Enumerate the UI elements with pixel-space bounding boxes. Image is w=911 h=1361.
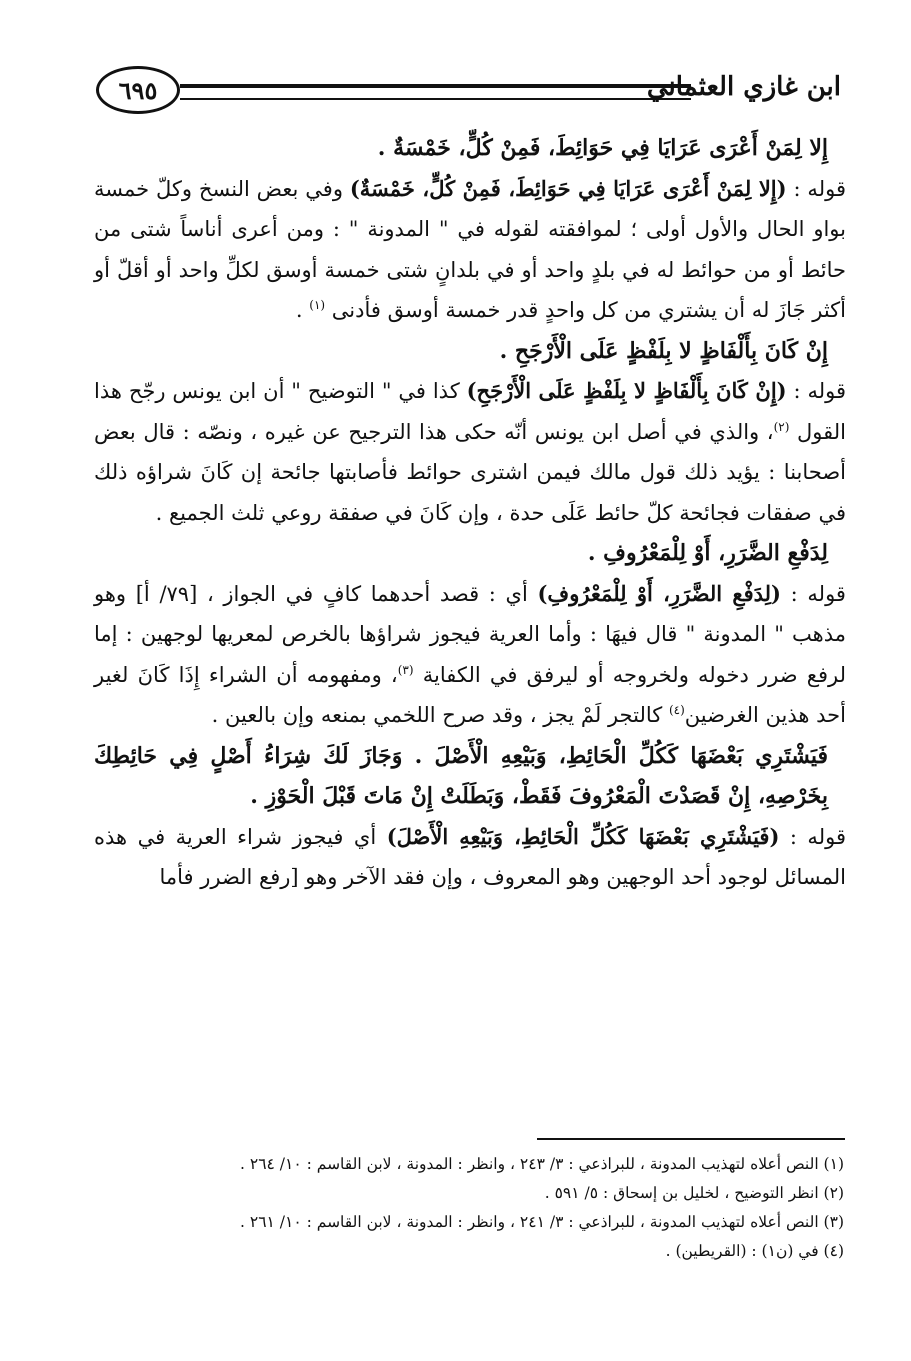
commentary-text: كذا في " التوضيح " أن ابن يونس رجّح هذا القول (94, 379, 846, 444)
commentary-quote: (لِدَفْعِ الضَّرَرِ، أَوْ لِلْمَعْرُوفِ) (537, 580, 781, 606)
page-header (96, 62, 841, 122)
footnote: (٢) انظر التوضيح ، لخليل بن إسحاق : ٥/ ٥٩١ . (544, 1184, 844, 1202)
commentary-quote: (إِنْ كَانَ بِأَلْفَاظٍ لا بِلَفْظٍ عَلَى الْأَرْجَحِ) (466, 378, 787, 403)
commentary-lead: قوله : (780, 581, 846, 606)
header-rule (180, 84, 691, 100)
footnote-ref: (١) (309, 298, 326, 312)
commentary-paragraph (94, 169, 846, 331)
footnote-ref: (٤) (668, 703, 685, 717)
commentary-paragraph (94, 817, 846, 898)
footnote: (٤) في (ن١) : (القريطين) . (665, 1242, 844, 1260)
matn-text: إِنْ كَانَ بِأَلْفَاظٍ لا بِلَفْظٍ عَلَى الْأَرْجَحِ . (499, 337, 828, 364)
footnote: (١) النص أعلاه لتهذيب المدونة ، للبراذعي : ٣/ ٢٤٣ ، وانظر : المدونة ، لابن القاسم : ١٠/ ٢٦٤ . (240, 1155, 844, 1173)
commentary-tail: كالتجر لَمْ يجز ، وقد صرح اللخمي بمنعه وإن بالعين . (211, 703, 669, 727)
running-title: ابن غازي العثماني (646, 72, 841, 102)
footnote-separator (537, 1138, 845, 1140)
commentary-paragraph (94, 574, 846, 736)
matn-text: فَيَشْتَرِي بَعْضَهَا كَكُلِّ الْحَائِطِ، وَبَيْعِهِ الْأَصْلَ . وَجَازَ لَكَ شِرَاءُ أَصْلٍ فِي حَائِطِكَ بِخَرْصِهِ، إِنْ قَصَدْتَ الْمَعْرُوفَ فَقَطْ، وَبَطَلَتْ إِنْ مَاتَ قَبْلَ الْحَوْزِ . (94, 742, 828, 809)
commentary-lead: قوله : (786, 379, 847, 403)
commentary-lead: قوله : (786, 176, 846, 201)
footnote: (٣) النص أعلاه لتهذيب المدونة ، للبراذعي : ٣/ ٢٤١ ، وانظر : المدونة ، لابن القاسم : ١٠/ ٢٦١ . (240, 1213, 844, 1231)
commentary-tail: ، ومفهومه أن الشراء إِذَا كَانَ لغير أحد هذين الغرضين (94, 662, 846, 727)
matn-text: إِلا لِمَنْ أَعْرَى عَرَايَا فِي حَوَائِطَ، فَمِنْ كُلٍّ، خَمْسَةٌ . (377, 135, 828, 161)
page-body (94, 128, 846, 898)
commentary-tail: ، والذي في أصل ابن يونس أنّه حكى هذا الترجيح عن غيره ، ونصّه : قال بعض أصحابنا : يؤيد ذلك قول مالك فيمن اشترى حوائط فأصابتها جائحة إن كَانَ شراؤه ذلك في صفقات فجائحة كلّ حائط عَلَى حدة ، وإن كَانَ في صفقة روعي ثلث الجميع . (94, 419, 846, 525)
commentary-quote: (فَيَشْتَرِي بَعْضَهَا كَكُلِّ الْحَائِطِ، وَبَيْعِهِ الْأَصْلَ) (386, 823, 780, 849)
footnotes (96, 1150, 844, 1266)
commentary-text: أي : قصد أحدهما كافٍ في الجواز ، [٧٩/ أ] وهو مذهب " المدونة " قال فيهَا : وأما العرية فيجوز شراؤها بالخرص لمعريها لوجهين : إما لرفع ضرر دخوله ولخروجه أو ليرفق في الكفاية (94, 581, 846, 687)
commentary-lead: قوله : (779, 824, 846, 849)
matn-text: لِدَفْعِ الضَّرَرِ، أَوْ لِلْمَعْرُوفِ . (587, 540, 828, 566)
commentary-quote: (إِلا لِمَنْ أَعْرَى عَرَايَا فِي حَوَائِطَ، فَمِنْ كُلٍّ، خَمْسَةٌ) (349, 175, 787, 201)
commentary-tail: . (295, 298, 310, 322)
commentary-text: أي فيجوز شراء العرية في هذه المسائل لوجود أحد الوجهين وهو المعروف ، وإن فقد الآخر وهو [رفع الضرر فأما (94, 824, 846, 889)
footnote-ref: (٢) (773, 419, 790, 434)
commentary-text: وفي بعض النسخ وكلّ خمسة بواو الحال والأول أولى ؛ لموافقته لقوله في " المدونة " : ومن أعرى أناساً شتى من حائط أو من حوائط له في بلدٍ واحد أو في بلدانٍ شتى خمسة أوسق لكلِّ واحد أو أقلّ أو أكثر جَازَ له أن يشتري من كل واحدٍ قدر خمسة أوسق فأدنى (94, 176, 846, 322)
commentary-paragraph (94, 371, 846, 533)
footnote-ref: (٣) (397, 662, 414, 677)
page-number: ٦٩٥ (96, 66, 180, 114)
